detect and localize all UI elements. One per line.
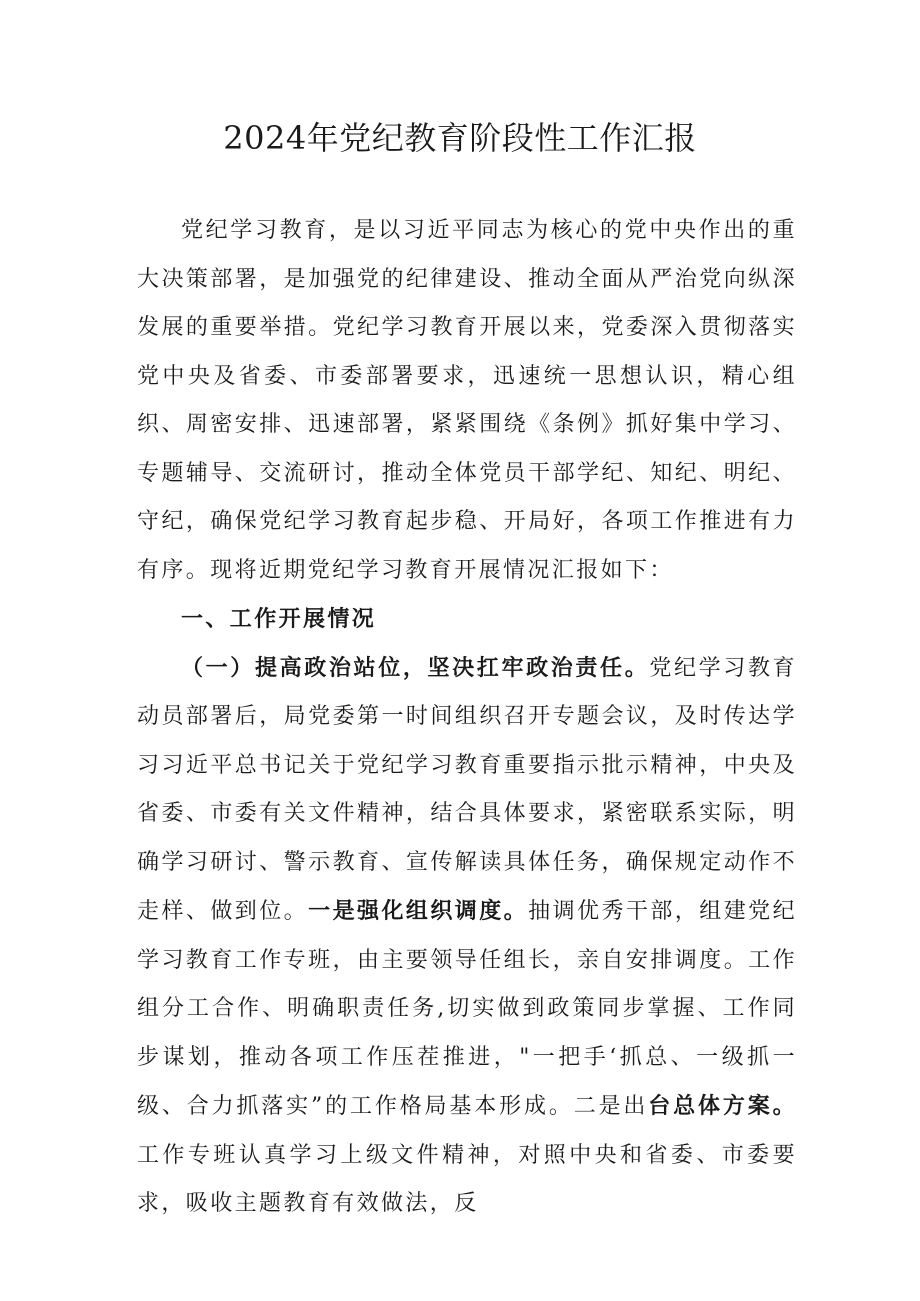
point-heading: 台总体方案。: [648, 1093, 797, 1119]
subsection-heading: （一）提高政治站位，坚决扛牢政治责任。: [181, 654, 650, 681]
paragraph-text: 抽调优秀干部，组建党纪学习教育工作专班，由主要领导任组长，亲自安排调度。工作组分工合作、明确职责任务,切实做到政策同步掌握、工作同步谋划，推动各项工作压茬推进，"一把手‘抓总、一级抓一级、合力抓落实”的工作格局基本形成。二是出: [137, 899, 797, 1119]
section-heading: 一、工作开展情况: [181, 606, 377, 632]
document-body: [137, 207, 797, 1229]
section-paragraph: [137, 644, 797, 1229]
document-title: 2024年党纪教育阶段性工作汇报: [223, 119, 697, 157]
paragraph-text: 工作专班认真学习上级文件精神，对照中央和省委、市委要求，吸收主题教育有效做法，反: [137, 1142, 797, 1216]
point-heading: 一是强化组织调度。: [308, 898, 529, 924]
paragraph-text: 党纪学习教育动员部署后，局党委第一时间组织召开专题会议，及时传达学习习近平总书记关于党纪学习教育重要指示批示精神，中央及省委、市委有关文件精神，结合具体要求，紧密联系实际，明确学习研讨、警示教育、宣传解读具体任务，确保规定动作不走样、做到位。: [137, 655, 797, 924]
intro-paragraph: 党纪学习教育，是以习近平同志为核心的党中央作出的重大决策部署，是加强党的纪律建设、推动全面从严治党向纵深发展的重要举措。党纪学习教育开展以来，党委深入贯彻落实党中央及省委、市委部署要求，迅速统一思想认识，精心组织、周密安排、迅速部署，紧紧围绕《条例》抓好集中学习、专题辅导、交流研讨，推动全体党员干部学纪、知纪、明纪、守纪，确保党纪学习教育起步稳、开局好，各项工作推进有力有序。现将近期党纪学习教育开展情况汇报如下：: [137, 218, 797, 583]
